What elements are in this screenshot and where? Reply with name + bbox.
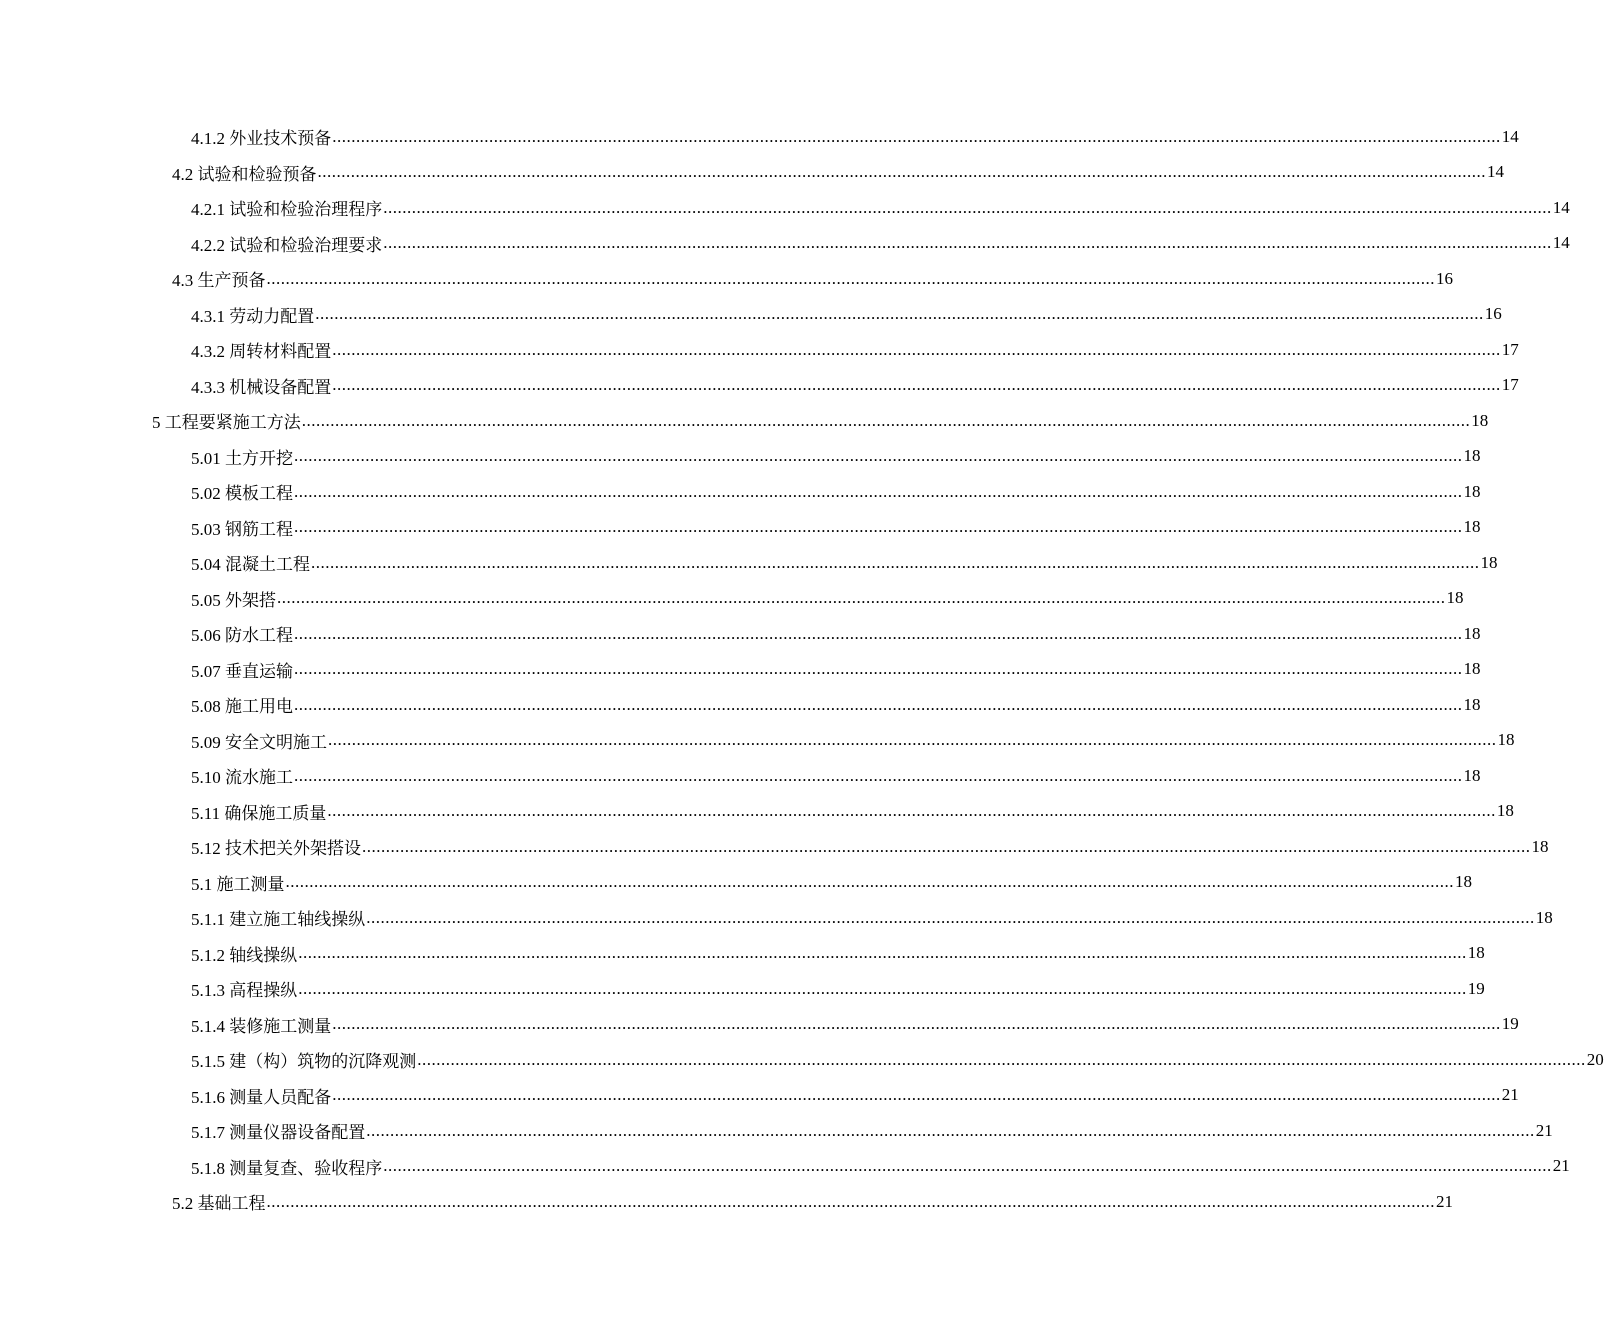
toc-entry-page-number: 18 [1463,765,1481,785]
toc-leader-dots [332,1014,1501,1034]
toc-entry-page-number: 21 [1501,1085,1519,1105]
toc-entry-title: 5.11 确保施工质量 [191,803,327,823]
toc-entry-page-number: 18 [1463,659,1481,679]
toc-entry-page-number: 21 [1535,1120,1553,1140]
toc-leader-dots [286,872,1455,892]
toc-entry[interactable] [0,1184,1453,1220]
toc-entry[interactable] [0,297,1502,333]
toc-entry-page-number: 18 [1467,943,1485,963]
toc-entry[interactable] [0,900,1553,936]
toc-leader-dots [362,837,1531,857]
toc-leader-dots [318,162,1487,182]
toc-entry[interactable] [0,510,1481,546]
toc-entry[interactable] [0,829,1549,865]
toc-entry-title: 5.06 防水工程 [191,626,293,646]
toc-entry[interactable] [0,403,1489,439]
toc-entry-page-number: 18 [1497,730,1515,750]
toc-entry-title: 5.03 钢筋工程 [191,519,293,539]
toc-entry[interactable] [0,1113,1553,1149]
toc-entry[interactable] [0,971,1485,1007]
toc-entry[interactable] [0,545,1498,581]
toc-entry-page-number: 16 [1484,304,1502,324]
toc-entry-page-number: 18 [1463,623,1481,643]
toc-entry-title: 4.3.3 机械设备配置 [191,377,332,397]
toc-entry-title: 5.12 技术把关外架搭设 [191,839,361,859]
toc-entry-title: 5.1.4 装修施工测量 [191,1016,332,1036]
toc-leader-dots [267,1192,1436,1212]
toc-leader-dots [332,127,1501,147]
toc-leader-dots [294,659,1463,679]
toc-entry-page-number: 18 [1480,552,1498,572]
toc-entry[interactable] [0,1078,1519,1114]
toc-entry-title: 5.07 垂直运输 [191,661,293,681]
toc-entry-page-number: 14 [1487,162,1504,182]
toc-entry-title: 5.1.7 测量仪器设备配置 [191,1123,366,1143]
toc-entry-title: 5.08 施工用电 [191,697,293,717]
toc-entry-page-number: 14 [1501,126,1519,146]
toc-entry-page-number: 18 [1463,694,1481,714]
toc-entry-title: 5.09 安全文明施工 [191,732,327,752]
toc-entry-page-number: 19 [1501,1014,1519,1034]
toc-entry-title: 5.1.6 测量人员配备 [191,1087,332,1107]
toc-leader-dots [302,411,1471,431]
toc-leader-dots [267,269,1436,289]
toc-entry-title: 4.2.1 试验和检验治理程序 [191,200,383,220]
toc-entry-title: 5.1.3 高程操纵 [191,981,298,1001]
toc-leader-dots [298,979,1467,999]
toc-entry-page-number: 18 [1531,836,1549,856]
toc-entry[interactable] [0,190,1570,226]
toc-entry[interactable] [0,261,1453,297]
toc-leader-dots [298,943,1467,963]
toc-entry-page-number: 20 [1586,1049,1604,1069]
toc-leader-dots [366,1121,1535,1141]
toc-entry[interactable] [0,226,1570,262]
toc-entry-page-number: 18 [1535,907,1553,927]
toc-entry[interactable] [0,652,1481,688]
toc-entry-title: 5.1.2 轴线操纵 [191,945,298,965]
toc-entry-title: 5.1.5 建（构）筑物的沉降观测 [191,1052,417,1072]
toc-entry-title: 5.1 施工测量 [191,874,285,894]
toc-entry[interactable] [0,1007,1519,1043]
toc-entry-title: 5.1.1 建立施工轴线操纵 [191,910,366,930]
toc-leader-dots [277,588,1446,608]
toc-entry-title: 5.04 混凝土工程 [191,555,310,575]
toc-entry[interactable] [0,581,1464,617]
toc-leader-dots [328,730,1497,750]
toc-entry[interactable] [0,616,1481,652]
toc-entry[interactable] [0,723,1515,759]
toc-leader-dots [294,766,1463,786]
toc-entry-title: 4.3 生产预备 [172,271,266,291]
toc-entry-title: 5.01 土方开挖 [191,448,293,468]
toc-entry-title: 5 工程要紧施工方法 [152,413,301,433]
toc-leader-dots [332,1085,1501,1105]
toc-entry[interactable] [0,687,1481,723]
toc-entry[interactable] [0,865,1472,901]
toc-leader-dots [311,553,1480,573]
toc-entry[interactable] [0,119,1519,155]
toc-entry-title: 5.05 外架搭 [191,590,276,610]
toc-leader-dots [294,624,1463,644]
toc-entry-title: 4.2 试验和检验预备 [172,164,317,184]
toc-entry-page-number: 18 [1496,801,1514,821]
toc-leader-dots [383,233,1552,253]
toc-entry-page-number: 21 [1436,1191,1453,1211]
toc-leader-dots [294,446,1463,466]
toc-entry-page-number: 14 [1552,197,1570,217]
toc-entry-page-number: 18 [1471,410,1489,430]
toc-entry-page-number: 19 [1467,978,1485,998]
toc-leader-dots [383,198,1552,218]
toc-entry-page-number: 18 [1463,446,1481,466]
toc-entry-page-number: 16 [1436,268,1453,288]
toc-entry[interactable] [0,758,1481,794]
toc-entry-page-number: 14 [1552,233,1570,253]
toc-entry-title: 4.3.2 周转材料配置 [191,342,332,362]
toc-entry-title: 5.2 基础工程 [172,1194,266,1214]
toc-entry[interactable] [0,936,1485,972]
toc-leader-dots [327,801,1496,821]
toc-entry[interactable] [0,794,1514,830]
toc-leader-dots [366,908,1535,928]
toc-leader-dots [332,375,1501,395]
toc-entry-page-number: 17 [1501,339,1519,359]
toc-entry-title: 4.3.1 劳动力配置 [191,306,315,326]
toc-entry[interactable] [0,474,1481,510]
toc-entry-title: 4.1.2 外业技术预备 [191,129,332,149]
toc-entry-page-number: 17 [1501,375,1519,395]
toc-leader-dots [294,482,1463,502]
toc-entry-page-number: 18 [1463,517,1481,537]
toc-entry-page-number: 18 [1446,588,1464,608]
toc-entry-title: 5.02 模板工程 [191,484,293,504]
toc-leader-dots [294,517,1463,537]
toc-leader-dots [294,695,1463,715]
toc-entry[interactable] [0,1042,1604,1078]
toc-entry-page-number: 18 [1463,481,1481,501]
toc-entry[interactable] [0,1149,1570,1185]
toc-leader-dots [332,340,1501,360]
table-of-contents [0,119,1604,1220]
toc-entry-page-number: 21 [1552,1156,1570,1176]
toc-entry[interactable] [0,332,1519,368]
toc-entry-page-number: 18 [1455,872,1472,892]
toc-leader-dots [417,1050,1586,1070]
toc-entry-title: 5.10 流水施工 [191,768,293,788]
toc-leader-dots [383,1156,1552,1176]
toc-entry[interactable] [0,368,1519,404]
toc-entry-title: 5.1.8 测量复查、验收程序 [191,1158,383,1178]
toc-entry[interactable] [0,155,1504,191]
toc-leader-dots [315,304,1484,324]
toc-entry[interactable] [0,439,1481,475]
toc-entry-title: 4.2.2 试验和检验治理要求 [191,235,383,255]
